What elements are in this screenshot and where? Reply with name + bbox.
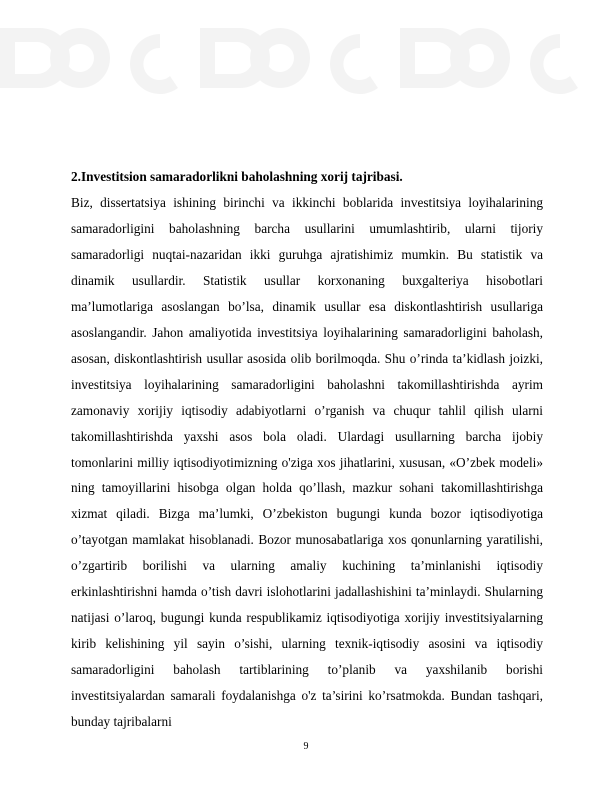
- background-watermark: [0, 0, 612, 160]
- section-heading: 2.Investitsion samaradorlikni baholashning xorij tajribasi.: [71, 169, 403, 184]
- body-paragraph: Biz, dissertatsiya ishining birinchi va ikkinchi boblarida investitsiya loyihalarining samaradorligini baholashning barcha usullarini umumlashtirib, ularni tijoriy samaradorligi nuqtai-nazaridan ikki guruhga ajratishimiz mumkin. Bu statistik va dinamik usullardir. Statistik usullar korxonaning buxgalteriya hisobotlari ma’lumotlariga asoslangan bo’lsa, dinamik usullar esa diskontlashtirish usullariga asoslangandir. Jahon amaliyotida investitsiya loyihalarining samaradorligini baholash, asosan, diskontlashtirish usullar asosida olib borilmoqda. Shu o’rinda ta’kidlash joizki, investitsiya loyihalarining samaradorligini baholashni takomillashtirishda ayrim zamonaviy xorijiy iqtisodiy adabiyotlarni o’rganish va chuqur tahlil qilish ularni takomillashtirishda yaxshi asos bola oladi. Ulardagi usullarning barcha ijobiy tomonlarini milliy iqtisodiyotimizning o'ziga xos jihatlarini, xususan, «O’zbek modeli» ning tamoyillarini hisobga olgan holda qo’llash, mazkur sohani takomillashtirishga xizmat qiladi. Bizga ma’lumki, O’zbekiston bugungi kunda bozor iqtisodiyotiga o’tayotgan mamlakat hisoblanadi. Bozor munosabatlariga xos qonunlarning yaratilishi, o’zgartirib borilishi va ularning amaliy kuchining ta’minlanishi iqtisodiy erkinlashtirishni hamda o’tish davri islohotlarini jadallashishini ta’minlaydi. Shularning natijasi o’laroq, bugungi kunda respublikamiz iqtisodiyotiga xorijiy investitsiyalarning kirib kelishining yil sayin o’sishi, ularning texnik-iqtisodiy asosini va iqtisodiy samaradorligini baholash tartiblarining to’planib va yaxshilanib borishi investitsiyalardan samarali foydalanishga o'z ta’sirini ko’rsatmokda. Bundan tashqari, bunday tajribalarni: [71, 195, 543, 730]
- page-number: 9: [303, 741, 309, 752]
- page-content: [71, 164, 543, 735]
